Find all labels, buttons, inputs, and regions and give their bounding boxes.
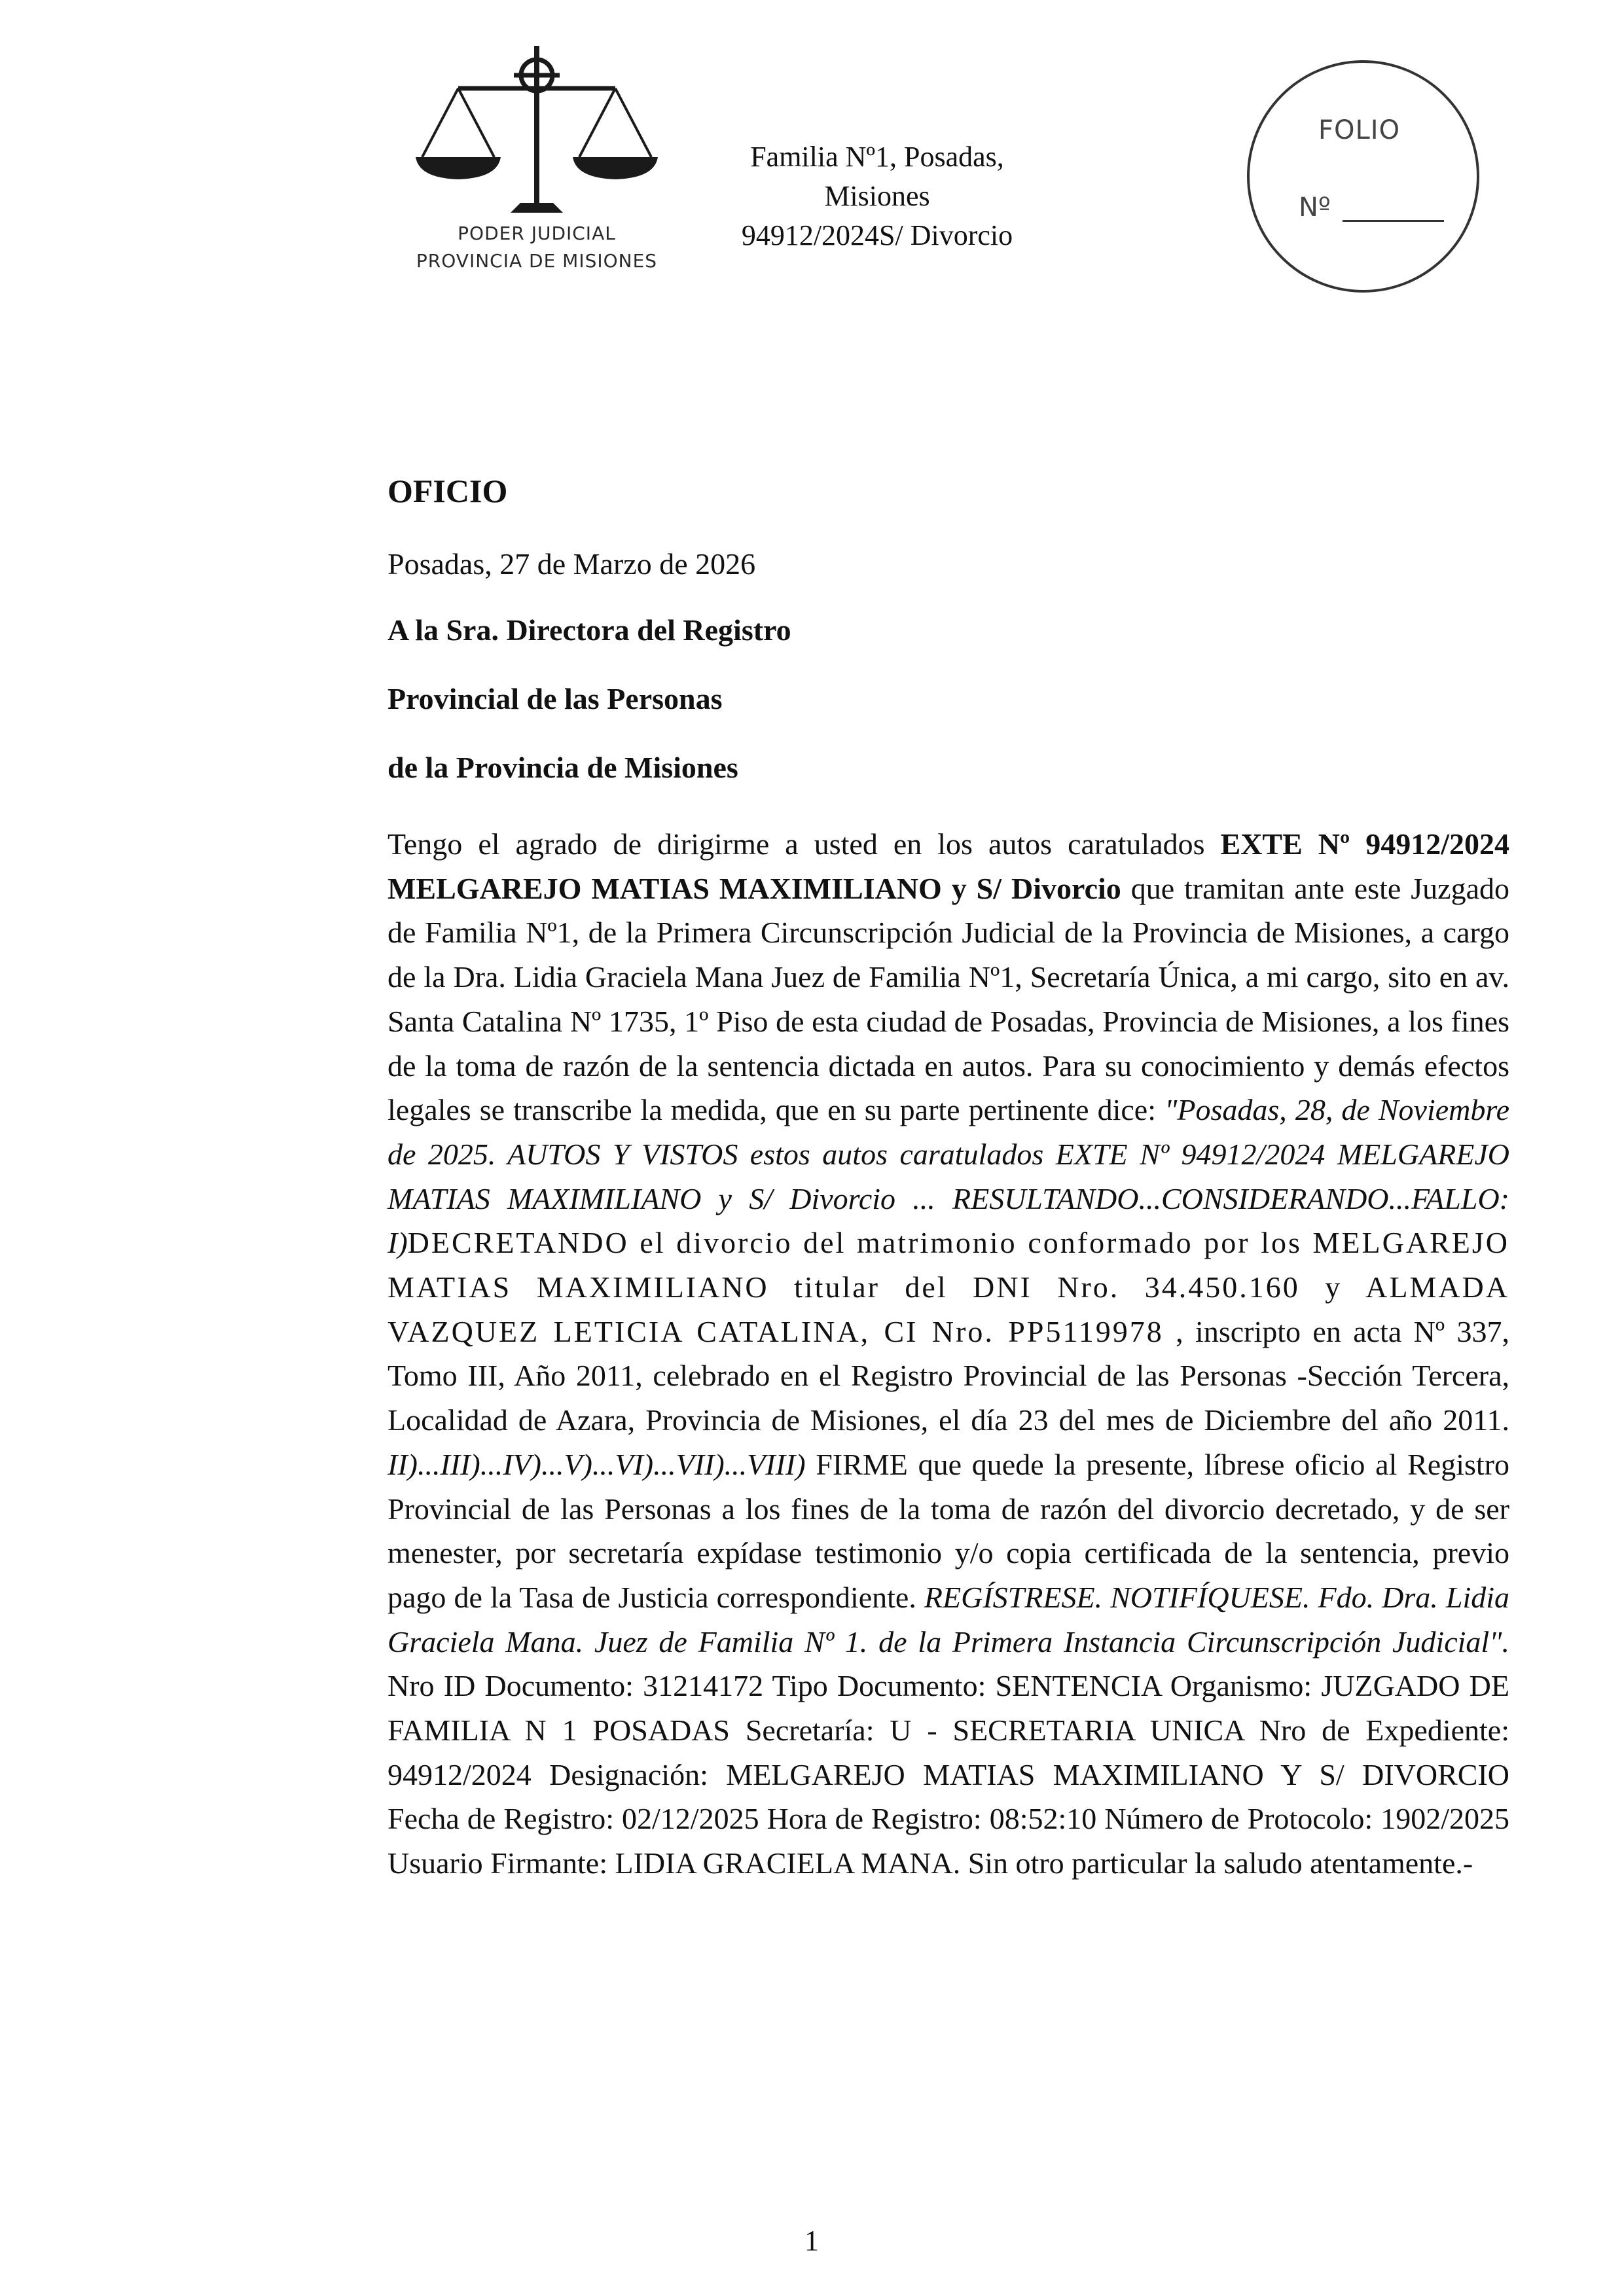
header-court: Familia Nº1, Posadas, Misiones bbox=[750, 141, 1004, 212]
body-intro: Tengo el agrado de dirigirme a usted en los autos caratulados bbox=[388, 827, 1221, 861]
page-number: 1 bbox=[804, 2225, 819, 2257]
logo-line-2: PROVINCIA DE MISIONES bbox=[416, 250, 658, 272]
document-body bbox=[388, 822, 1509, 1886]
logo-line-1: PODER JUDICIAL bbox=[458, 223, 616, 244]
folio-number-label: Nº bbox=[1299, 192, 1331, 223]
court-logo bbox=[399, 39, 674, 288]
body-court-details: que tramitan ante este Juzgado de Familia Nº1, de la Primera Circunscripción Judicial de la Provincia de Misiones, a cargo de la Dra. Lidia Graciela Mana Juez de Familia Nº1, Secretaría Única, a mi cargo, sito en av. Santa Catalina Nº 1735, 1º Piso de esta ciudad de Posadas, Provincia de Misiones, a los fines de la toma de razón de la sentencia dictada en autos. Para su conocimiento y demás efectos legales se transcribe la medida, que en su parte pertinente dice: bbox=[388, 871, 1509, 1127]
folio-stamp bbox=[1247, 60, 1479, 293]
sentence-decree: DECRETANDO el divorcio del matrimonio conformado por los MELGAREJO MATIAS MAXIMILIANO titular del DNI Nro. 34.450.160 y ALMADA VAZQUEZ LETICIA CATALINA, CI Nro. PP5119978 bbox=[388, 1226, 1509, 1348]
document-metadata: Nro ID Documento: 31214172 Tipo Documento: SENTENCIA Organismo: JUZGADO DE FAMILIA N 1 POSADAS Secretaría: U - SECRETARIA UNICA Nro de Expediente: 94912/2024 Designación: MELGAREJO MATIAS MAXIMILIANO Y S/ DIVORCIO Fecha de Registro: 02/12/2025 Hora de Registro: 08:52:10 Número de Protocolo: 1902/2025 Usuario Firmante: LIDIA GRACIELA MANA. Sin otro particular la saludo atentamente.- bbox=[388, 1669, 1509, 1880]
recipient-line-1: A la Sra. Directora del Registro bbox=[388, 613, 791, 647]
header-case: 94912/2024S/ Divorcio bbox=[741, 219, 1013, 251]
folio-label: FOLIO bbox=[1318, 115, 1401, 145]
scales-of-justice-icon bbox=[399, 39, 674, 216]
folio-number-blank bbox=[1343, 220, 1444, 222]
case-header bbox=[707, 137, 1047, 255]
case-caption: EXTE Nº 94912/2024 MELGAREJO MATIAS MAXIMILIANO y S/ Divorcio bbox=[388, 827, 1510, 905]
document-title: OFICIO bbox=[388, 473, 508, 509]
sentence-signature: REGÍSTRESE. NOTIFÍQUESE. Fdo. Dra. Lidia Graciela Mana. Juez de Familia Nº 1. de la Primera Instancia Circunscripción Judicial". bbox=[388, 1580, 1510, 1659]
recipient-line-3: de la Provincia de Misiones bbox=[388, 751, 738, 784]
sentence-quote: "Posadas, 28, de Noviembre de 2025. AUTOS Y VISTOS estos autos caratulados EXTE Nº 94912/2024 MELGAREJO MATIAS MAXIMILIANO y S/ Divorcio ... RESULTANDO...CONSIDERANDO...FALLO: I) bbox=[388, 1093, 1509, 1260]
sentence-orders: FIRME que quede la presente, líbrese oficio al Registro Provincial de las Personas a los fines de la toma de razón del divorcio decretado, y de ser menester, por secretaría expídase testimonio y/o copia certificada de la sentencia, previo pago de la Tasa de Justicia correspondiente. bbox=[388, 1447, 1509, 1614]
document-date: Posadas, 27 de Marzo de 2026 bbox=[388, 547, 756, 581]
marriage-registration: , inscripto en acta Nº 337, Tomo III, Año 2011, celebrado en el Registro Provincial de las Personas -Sección Tercera, Localidad de Azara, Provincia de Misiones, el día 23 del mes de Diciembre del año 2011. bbox=[388, 1314, 1509, 1437]
sentence-items: II)...III)...IV)...V)...VI)...VII)...VIII) bbox=[388, 1447, 806, 1481]
recipient-line-2: Provincial de las Personas bbox=[388, 682, 723, 715]
document-content bbox=[388, 471, 1509, 1886]
